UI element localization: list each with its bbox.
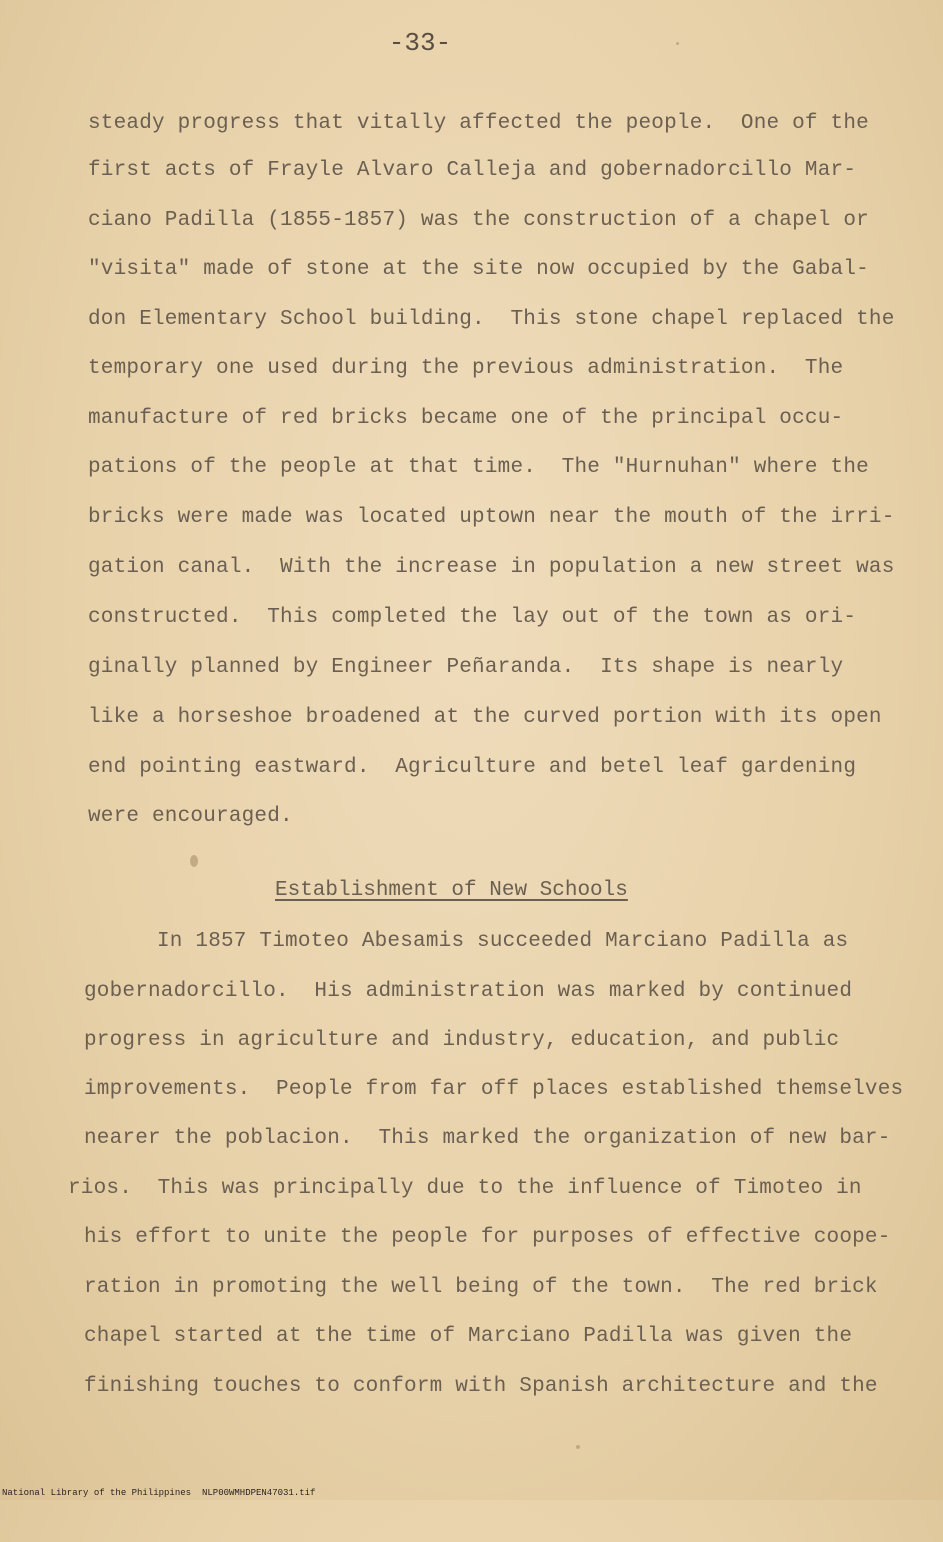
text-line: like a horseshoe broadened at the curved portion with its open [88, 706, 882, 729]
text-line: constructed. This completed the lay out of the town as ori- [88, 606, 857, 629]
text-line: bricks were made was located uptown near the mouth of the irri- [88, 506, 895, 529]
text-line: were encouraged. [88, 805, 293, 828]
footer-library: National Library of the Philippines [2, 1488, 192, 1498]
paper-speck [190, 855, 198, 867]
text-line: manufacture of red bricks became one of the principal occu- [88, 407, 844, 430]
text-line: gobernadorcillo. His administration was marked by continued [84, 980, 853, 1003]
section-heading: Establishment of New Schools [275, 879, 628, 902]
text-line: improvements. People from far off places established themselves [84, 1078, 904, 1101]
text-line: finishing touches to conform with Spanish architecture and the [84, 1375, 878, 1398]
text-line: chapel started at the time of Marciano Padilla was given the [84, 1325, 853, 1348]
text-line: steady progress that vitally affected the people. One of the [88, 112, 869, 135]
text-line: his effort to unite the people for purposes of effective coope- [84, 1226, 891, 1249]
text-line: temporary one used during the previous administration. The [88, 357, 844, 380]
text-line: ginally planned by Engineer Peñaranda. Its shape is nearly [88, 656, 844, 679]
paper-speck [676, 42, 679, 45]
text-line: In 1857 Timoteo Abesamis succeeded Marciano Padilla as [157, 930, 849, 953]
text-line: rios. This was principally due to the influence of Timoteo in [68, 1177, 862, 1200]
text-line: end pointing eastward. Agriculture and betel leaf gardening [88, 756, 857, 779]
text-line: ciano Padilla (1855-1857) was the construction of a chapel or [88, 209, 869, 232]
text-line: nearer the poblacion. This marked the organization of new bar- [84, 1127, 891, 1150]
paper-speck [576, 1445, 580, 1449]
page-number: -33- [388, 28, 452, 58]
scan-footer [0, 1486, 943, 1500]
text-line: first acts of Frayle Alvaro Calleja and gobernadorcillo Mar- [88, 159, 857, 182]
text-line: progress in agriculture and industry, education, and public [84, 1029, 840, 1052]
text-line: ration in promoting the well being of the town. The red brick [84, 1276, 878, 1299]
text-line: gation canal. With the increase in population a new street was [88, 556, 895, 579]
text-line: don Elementary School building. This stone chapel replaced the [88, 308, 895, 331]
footer-filename: NLP00WMHDPEN47031.tif [202, 1488, 316, 1498]
text-line: pations of the people at that time. The "Hurnuhan" where the [88, 456, 869, 479]
text-line: "visita" made of stone at the site now occupied by the Gabal- [88, 258, 869, 281]
